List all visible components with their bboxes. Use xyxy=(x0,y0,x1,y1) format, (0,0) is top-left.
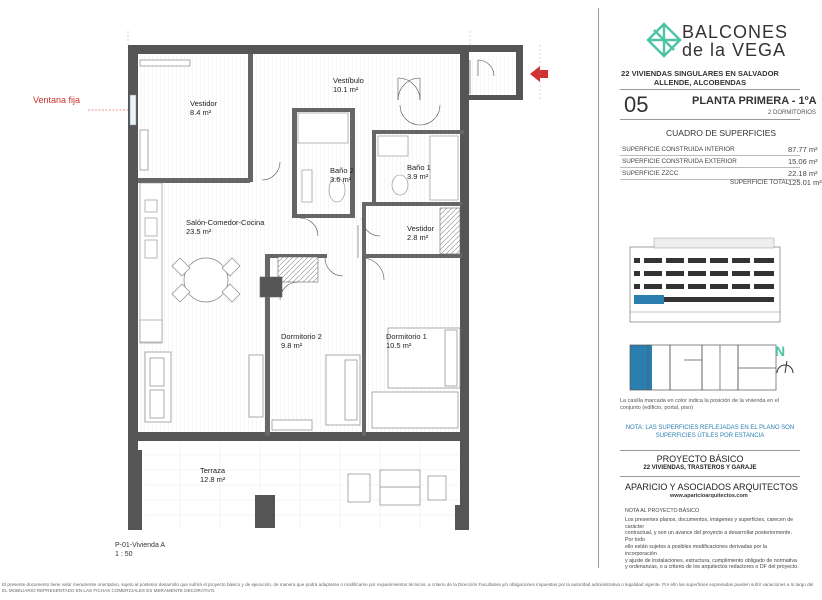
surface-row xyxy=(620,145,818,156)
surface-total-row xyxy=(620,178,822,188)
unit-number: 05 xyxy=(624,92,649,117)
surface-value: 15.06 m² xyxy=(788,157,818,166)
room-area-dormitorio-1: 10.5 m² xyxy=(386,341,412,350)
divider xyxy=(620,476,800,477)
divider xyxy=(620,119,800,120)
room-name-dormitorio-2: Dormitorio 2 xyxy=(281,332,322,341)
room-area-salon: 23.5 m² xyxy=(186,227,212,236)
project-subtitle-line-2: ALLENDE, ALCOBENDAS xyxy=(653,78,747,87)
surface-label: SUPERFICIE TOTAL xyxy=(730,179,790,186)
project-note-line: contractual, y son un avance del proyecto a desarrollar posteriormente. Por todo xyxy=(625,530,792,544)
compass-letter: N xyxy=(775,343,786,359)
legal-footer-line-2: EL MOBILIARIO REPRESENTADO EN LAS FICHAS COMERCIALES ES MERAMENTE DECORATIVO. xyxy=(2,588,216,593)
divider xyxy=(620,450,800,451)
bedrooms-count: 2 DORMITORIOS xyxy=(768,110,816,116)
project-subtitle-line-1: 22 VIVIENDAS SINGULARES EN SALVADOR xyxy=(621,69,779,78)
north-compass xyxy=(775,343,795,380)
room-area-bano-1: 3.9 m² xyxy=(407,172,429,181)
surface-label: SUPERFICIE CONSTRUIDA INTERIOR xyxy=(622,146,735,153)
architects-name: APARICIO Y ASOCIADOS ARQUITECTOS xyxy=(625,482,798,492)
compass-arrow-icon xyxy=(775,359,795,375)
project-note-title: NOTA AL PROYECTO BÁSICO xyxy=(625,508,700,514)
panel-divider xyxy=(598,8,599,568)
surface-value: 22.18 m² xyxy=(788,169,818,178)
room-name-vestibulo: Vestíbulo xyxy=(333,76,364,85)
architects-website[interactable]: www.aparicioarquitectos.com xyxy=(670,493,748,499)
project-title: PROYECTO BÁSICO xyxy=(656,454,744,464)
room-name-dormitorio-1: Dormitorio 1 xyxy=(386,332,427,341)
room-area-vestibulo: 10.1 m² xyxy=(333,85,359,94)
entrance-arrow-icon xyxy=(530,66,548,82)
room-area-dormitorio-2: 9.8 m² xyxy=(281,341,303,350)
divider xyxy=(620,89,800,90)
plan-ref-name: P-01-Vivienda A xyxy=(115,542,166,549)
surface-label: SUPERFICIE CONSTRUIDA EXTERIOR xyxy=(622,158,737,165)
room-name-vestidor-small: Vestidor xyxy=(407,224,435,233)
project-note-line: ello están sujetos a posibles modificaciones derivadas por la incorporación xyxy=(625,543,767,557)
highlighted-unit xyxy=(634,295,664,304)
site-plan xyxy=(628,340,778,395)
info-panel xyxy=(600,0,822,600)
project-note-line: Los presentes planos, documentos, imágenes y superficies, carecen de carácter xyxy=(625,516,794,530)
kitchen-counter xyxy=(140,183,162,343)
room-name-vestidor: Vestidor xyxy=(190,99,218,108)
surface-value: 87.77 m² xyxy=(788,145,818,154)
surface-label: SUPERFICIE ZZCC xyxy=(622,170,679,177)
room-area-bano-2: 3.6 m² xyxy=(330,175,352,184)
surfaces-table-title: CUADRO DE SUPERFICIES xyxy=(666,128,777,138)
room-area-terraza: 12.8 m² xyxy=(200,475,226,484)
surface-value: 125.01 m² xyxy=(788,178,822,187)
room-name-bano-2: Baño 2 xyxy=(330,166,354,175)
project-note xyxy=(625,508,800,571)
entrance-corridor xyxy=(470,54,516,94)
plan-reference xyxy=(115,541,165,559)
floor-title: PLANTA PRIMERA - 1ºA xyxy=(692,95,817,107)
plan-scale: 1 : 50 xyxy=(115,551,133,558)
fixed-window-label: Ventana fija xyxy=(33,95,81,105)
room-name-salon: Salón-Comedor-Cocina xyxy=(186,218,265,227)
surface-row xyxy=(620,157,818,168)
project-note-line: y ajuste de instalaciones, estructura, cumplimiento obligado de normativa xyxy=(625,557,797,564)
brand-name-line-1: BALCONES xyxy=(682,22,789,42)
brand-name-line-2: de la VEGA xyxy=(682,40,787,60)
surfaces-note: NOTA: LAS SUPERFICIES REFLEJADAS EN EL PLANO SON SUPERFICIES ÚTILES POR ESTANCIA xyxy=(625,425,795,439)
room-area-vestidor-small: 2.8 m² xyxy=(407,233,429,242)
room-area-vestidor: 8.4 m² xyxy=(190,108,212,117)
legal-footer-line-1: El presente documento tiene valor meramente orientativo, sujeto al posterior desarrollo que sufrirá el proyecto básico y de ejecución, de manera que podrá adaptarse o modificarse por requerimientos técnicos, a criterio de la Dirección Facultativa y/o obligaciones impuestas por la autoridad administrativa o legalidad vigente. Por ello las superficies expresadas pueden sufrir variaciones a lo largo del xyxy=(2,582,814,587)
highlighted-unit-site xyxy=(630,345,652,390)
legal-footer xyxy=(2,582,814,594)
project-subtitle: 22 VIVIENDAS, TRASTEROS Y GARAJE xyxy=(643,465,757,471)
project-note-line: y ordenanzas, o a criterio de los arquitectos redactores o DF del proyecto. xyxy=(625,564,799,571)
location-caption: La casilla marcada en color indica la posición de la vivienda en el conjunto (edificio, portal, piso) xyxy=(620,398,779,411)
room-name-bano-1: Baño 1 xyxy=(407,163,431,172)
building-elevation xyxy=(628,232,800,327)
room-name-terraza: Terraza xyxy=(200,466,226,475)
